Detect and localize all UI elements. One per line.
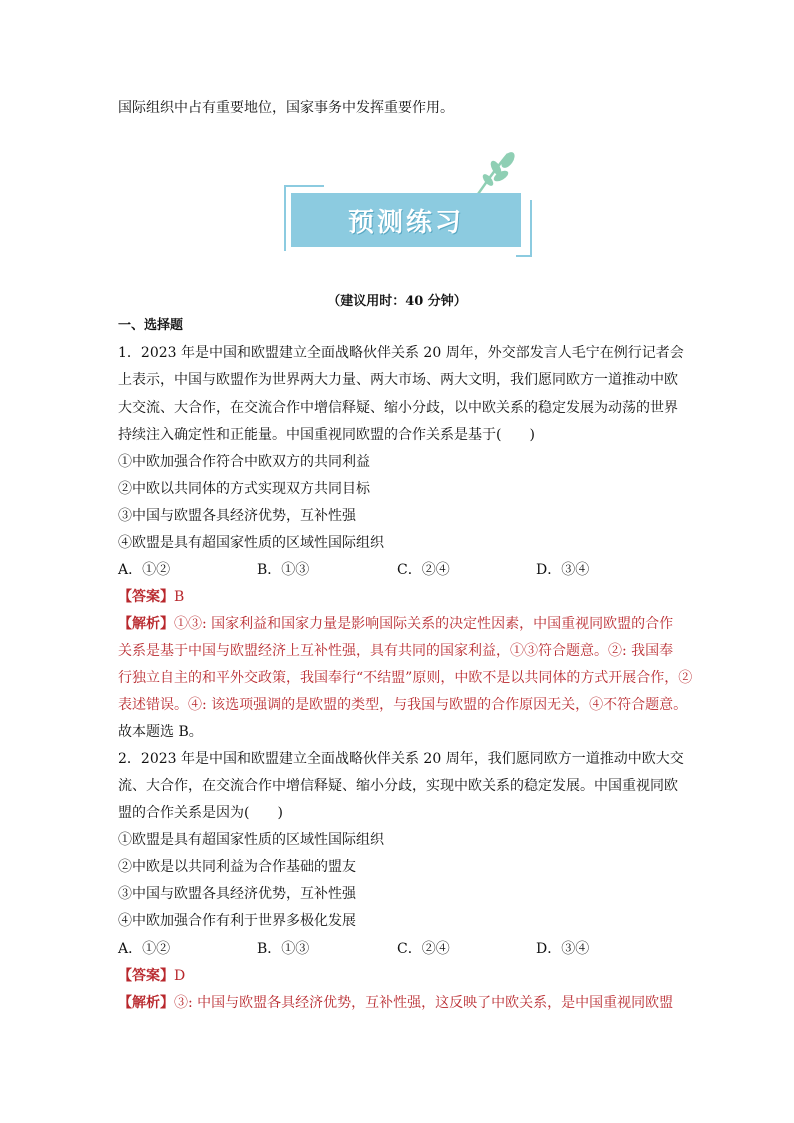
q2-statement: ④中欧加强合作有利于世界多极化发展 — [118, 913, 356, 929]
analysis-text: ③: 中国与欧盟各具经济优势，互补性强，这反映了中欧关系，是中国重视同欧盟 — [174, 995, 674, 1011]
analysis-text: ①③: 国家利益和国家力量是影响国际关系的决定性因素，中国重视同欧盟的合作 — [174, 616, 674, 632]
q1-analysis-line: 行独立自主的和平外交政策，我国奉行“不结盟”原则，中欧不是以共同体的方式开展合作，② — [118, 670, 693, 686]
q2-line: 流、大合作，在交流合作中增信释疑、缩小分歧，实现中欧关系的稳定发展。中国重视同欧 — [118, 778, 678, 794]
leaf-icon — [468, 150, 528, 198]
q2-answer — [118, 966, 185, 986]
q1-line: 1．2023 年是中国和欧盟建立全面战略伙伴关系 20 周年，外交部发言人毛宁在例行记者会 — [118, 345, 684, 361]
q1-statement: ②中欧以共同体的方式实现双方共同目标 — [118, 481, 370, 497]
q2-option-b: B．①③ — [257, 941, 310, 957]
answer-label: 【答案】 — [118, 968, 174, 984]
intro-line: 国际组织中占有重要地位，国家事务中发挥重要作用。 — [118, 100, 454, 116]
q2-option-d: D．③④ — [536, 941, 590, 957]
q1-line: 持续注入确定性和正能量。中国重视同欧盟的合作关系是基于( ) — [118, 427, 535, 443]
q1-line: 上表示，中国与欧盟作为世界两大力量、两大市场、两大文明，我们愿同欧方一道推动中欧 — [118, 372, 678, 388]
q1-statement: ①中欧加强合作符合中欧双方的共同利益 — [118, 454, 370, 470]
q1-conclusion: 故本题选 B。 — [118, 724, 203, 740]
q2-option-a: A．①② — [118, 941, 171, 957]
q1-analysis-line: 表述错误。④: 该选项强调的是欧盟的类型，与我国与欧盟的合作原因无关，④不符合题意。 — [118, 697, 688, 713]
q2-analysis-line — [118, 993, 673, 1013]
q1-statement: ④欧盟是具有超国家性质的区域性国际组织 — [118, 535, 384, 551]
q2-statement: ③中国与欧盟各具经济优势，互补性强 — [118, 886, 356, 902]
q2-line: 2．2023 年是中国和欧盟建立全面战略伙伴关系 20 周年，我们愿同欧方一道推动中欧大交 — [118, 751, 684, 767]
answer-value: B — [174, 589, 185, 605]
banner-title: 预测练习 — [347, 207, 464, 238]
answer-value: D — [174, 968, 186, 984]
q1-statement: ③中国与欧盟各具经济优势，互补性强 — [118, 508, 356, 524]
q2-statement: ①欧盟是具有超国家性质的区域性国际组织 — [118, 832, 384, 848]
time-hint: （建议用时：40 分钟） — [327, 294, 467, 309]
analysis-label: 【解析】 — [118, 995, 174, 1011]
q1-answer — [118, 587, 184, 607]
analysis-label: 【解析】 — [118, 616, 174, 632]
q2-line: 盟的合作关系是因为( ) — [118, 805, 283, 821]
q1-option-b: B．①③ — [257, 562, 310, 578]
q1-analysis-line: 关系是基于中国与欧盟经济上互补性强，具有共同的国家利益，①③符合题意。②: 我国奉 — [118, 643, 674, 659]
q2-option-c: C．②④ — [397, 941, 450, 957]
q1-analysis-line — [118, 614, 673, 634]
q1-option-c: C．②④ — [397, 562, 450, 578]
q1-option-d: D．③④ — [536, 562, 590, 578]
q1-option-a: A．①② — [118, 562, 171, 578]
q2-statement: ②中欧是以共同利益为合作基础的盟友 — [118, 859, 356, 875]
banner-box — [291, 193, 521, 247]
q1-line: 大交流、大合作，在交流合作中增信释疑、缩小分歧，以中欧关系的稳定发展为动荡的世界 — [118, 400, 678, 416]
section-title: 一、选择题 — [118, 318, 184, 333]
answer-label: 【答案】 — [118, 589, 174, 605]
